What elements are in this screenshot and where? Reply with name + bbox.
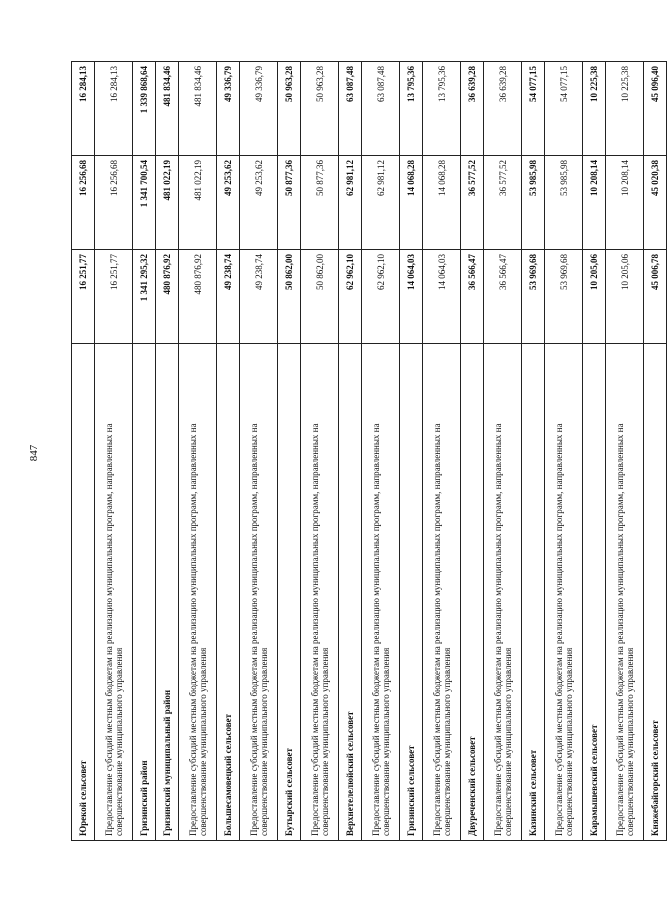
row-value-cell: 49 253,62 bbox=[217, 156, 240, 250]
row-value-cell: 36 577,52 bbox=[484, 156, 522, 250]
row-value-cell: 10 208,14 bbox=[606, 156, 644, 250]
row-value-cell: 54 077,15 bbox=[545, 62, 583, 156]
row-value-cell: 14 064,03 bbox=[423, 250, 461, 344]
row-value-cell: 36 639,28 bbox=[461, 62, 484, 156]
table-row-header bbox=[644, 62, 667, 841]
table-row-detail bbox=[606, 62, 644, 841]
table-row-header bbox=[461, 62, 484, 841]
budget-table-body bbox=[72, 62, 667, 841]
table-row-header bbox=[522, 62, 545, 841]
table-row-detail bbox=[240, 62, 278, 841]
table-row-detail bbox=[545, 62, 583, 841]
row-value-cell: 10 208,14 bbox=[583, 156, 606, 250]
row-name-cell: Предоставление субсидий местным бюджетам на реализацию муниципальных программ, направленных на совершенствование муниципального управления bbox=[484, 344, 522, 841]
row-name-cell: Предоставление субсидий местным бюджетам на реализацию муниципальных программ, направленных на совершенствование муниципального управления bbox=[545, 344, 583, 841]
row-value-cell: 62 981,12 bbox=[362, 156, 400, 250]
table-row-detail bbox=[423, 62, 461, 841]
row-value-cell: 481 834,46 bbox=[156, 62, 179, 156]
row-value-cell: 481 022,19 bbox=[156, 156, 179, 250]
row-name-cell: Предоставление субсидий местным бюджетам на реализацию муниципальных программ, направленных на совершенствование муниципального управления bbox=[362, 344, 400, 841]
row-value-cell: 1 339 868,64 bbox=[133, 62, 156, 156]
table-row-header bbox=[217, 62, 240, 841]
row-value-cell: 10 205,06 bbox=[583, 250, 606, 344]
row-value-cell: 36 566,47 bbox=[484, 250, 522, 344]
row-value-cell: 36 577,52 bbox=[461, 156, 484, 250]
budget-table-container bbox=[71, 62, 660, 841]
row-name-cell: Верхнетелелюйский сельсовет bbox=[339, 344, 362, 841]
row-name-cell: Юрекой сельсовет bbox=[72, 344, 95, 841]
row-value-cell: 62 962,10 bbox=[339, 250, 362, 344]
row-value-cell: 53 985,98 bbox=[545, 156, 583, 250]
row-value-cell: 49 238,74 bbox=[217, 250, 240, 344]
row-value-cell: 49 238,74 bbox=[240, 250, 278, 344]
budget-table bbox=[71, 61, 667, 841]
row-name-cell: Предоставление субсидий местным бюджетам на реализацию муниципальных программ, направленных на совершенствование муниципального управления bbox=[301, 344, 339, 841]
page-number: 847 bbox=[28, 444, 40, 462]
table-row-detail bbox=[95, 62, 133, 841]
row-value-cell: 480 876,92 bbox=[179, 250, 217, 344]
row-value-cell: 50 877,36 bbox=[278, 156, 301, 250]
row-name-cell: Казинский сельсовет bbox=[522, 344, 545, 841]
row-value-cell: 50 877,36 bbox=[301, 156, 339, 250]
row-value-cell: 49 253,62 bbox=[240, 156, 278, 250]
row-value-cell: 50 963,28 bbox=[301, 62, 339, 156]
row-name-cell: Двуреченский сельсовет bbox=[461, 344, 484, 841]
row-name-cell: Предоставление субсидий местным бюджетам на реализацию муниципальных программ, направленных на совершенствование муниципального управления bbox=[606, 344, 644, 841]
row-value-cell: 16 251,77 bbox=[95, 250, 133, 344]
row-value-cell: 36 566,47 bbox=[461, 250, 484, 344]
row-value-cell: 14 068,28 bbox=[423, 156, 461, 250]
row-name-cell: Гризинский район bbox=[133, 344, 156, 841]
row-value-cell: 16 284,13 bbox=[95, 62, 133, 156]
row-name-cell: Большесамовецкий сельсовет bbox=[217, 344, 240, 841]
row-name-cell: Карамышевский сельсовет bbox=[583, 344, 606, 841]
row-value-cell: 481 022,19 bbox=[179, 156, 217, 250]
row-value-cell: 50 862,00 bbox=[278, 250, 301, 344]
row-value-cell: 53 969,68 bbox=[522, 250, 545, 344]
row-value-cell: 49 336,79 bbox=[217, 62, 240, 156]
row-name-cell: Предоставление субсидий местным бюджетам на реализацию муниципальных программ, направленных на совершенствование муниципального управления bbox=[95, 344, 133, 841]
table-row-header bbox=[339, 62, 362, 841]
table-row-header bbox=[72, 62, 95, 841]
row-value-cell: 45 020,38 bbox=[644, 156, 667, 250]
row-value-cell: 54 077,15 bbox=[522, 62, 545, 156]
row-value-cell: 13 795,36 bbox=[400, 62, 423, 156]
row-value-cell: 16 251,77 bbox=[72, 250, 95, 344]
table-row-header bbox=[156, 62, 179, 841]
row-value-cell: 36 639,28 bbox=[484, 62, 522, 156]
row-value-cell: 62 962,10 bbox=[362, 250, 400, 344]
table-row-header bbox=[400, 62, 423, 841]
row-value-cell: 53 969,68 bbox=[545, 250, 583, 344]
row-value-cell: 10 225,38 bbox=[606, 62, 644, 156]
table-row-detail bbox=[179, 62, 217, 841]
table-row-detail bbox=[301, 62, 339, 841]
table-row-header bbox=[133, 62, 156, 841]
row-value-cell: 14 068,28 bbox=[400, 156, 423, 250]
row-value-cell: 63 087,48 bbox=[362, 62, 400, 156]
row-value-cell: 16 256,68 bbox=[95, 156, 133, 250]
row-value-cell: 1 341 295,32 bbox=[133, 250, 156, 344]
table-row-detail bbox=[362, 62, 400, 841]
row-value-cell: 45 096,40 bbox=[644, 62, 667, 156]
row-value-cell: 45 006,78 bbox=[644, 250, 667, 344]
table-row-header bbox=[278, 62, 301, 841]
row-value-cell: 16 284,13 bbox=[72, 62, 95, 156]
row-name-cell: Гризинский сельсовет bbox=[400, 344, 423, 841]
row-name-cell: Предоставление субсидий местным бюджетам на реализацию муниципальных программ, направленных на совершенствование муниципального управления bbox=[423, 344, 461, 841]
row-name-cell: Княжебайгорский сельсовет bbox=[644, 344, 667, 841]
row-value-cell: 481 834,46 bbox=[179, 62, 217, 156]
row-value-cell: 13 795,36 bbox=[423, 62, 461, 156]
row-value-cell: 50 963,28 bbox=[278, 62, 301, 156]
row-value-cell: 1 341 700,54 bbox=[133, 156, 156, 250]
row-name-cell: Гризинский муниципальный район bbox=[156, 344, 179, 841]
table-row-detail bbox=[484, 62, 522, 841]
row-value-cell: 63 087,48 bbox=[339, 62, 362, 156]
row-name-cell: Бутырский сельсовет bbox=[278, 344, 301, 841]
row-value-cell: 53 985,98 bbox=[522, 156, 545, 250]
row-value-cell: 62 981,12 bbox=[339, 156, 362, 250]
row-value-cell: 480 876,92 bbox=[156, 250, 179, 344]
row-value-cell: 14 064,03 bbox=[400, 250, 423, 344]
row-name-cell: Предоставление субсидий местным бюджетам на реализацию муниципальных программ, направленных на совершенствование муниципального управления bbox=[179, 344, 217, 841]
row-name-cell: Предоставление субсидий местным бюджетам на реализацию муниципальных программ, направленных на совершенствование муниципального управления bbox=[240, 344, 278, 841]
row-value-cell: 16 256,68 bbox=[72, 156, 95, 250]
row-value-cell: 10 225,38 bbox=[583, 62, 606, 156]
table-row-header bbox=[583, 62, 606, 841]
row-value-cell: 49 336,79 bbox=[240, 62, 278, 156]
row-value-cell: 50 862,00 bbox=[301, 250, 339, 344]
row-value-cell: 10 205,06 bbox=[606, 250, 644, 344]
